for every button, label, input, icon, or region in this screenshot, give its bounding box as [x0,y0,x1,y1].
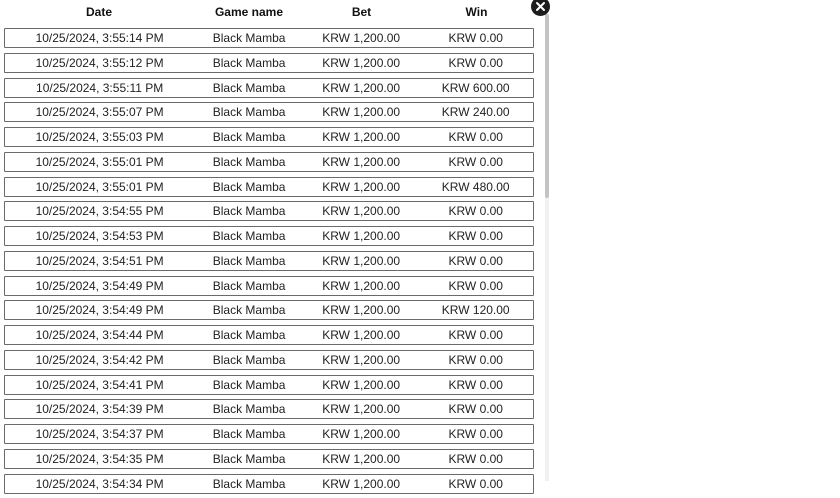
cell-win: KRW 0.00 [448,352,503,367]
cell-game-name: Black Mamba [212,229,286,243]
cell-bet: KRW 1,200.00 [322,476,401,491]
cell-bet: KRW 1,200.00 [322,204,401,219]
cell-win: KRW 0.00 [448,451,503,466]
table-row [4,350,534,370]
table-row [4,201,534,221]
table-row [4,177,534,197]
cell-date: 10/25/2024, 3:55:11 PM [36,80,164,95]
cell-win: KRW 0.00 [448,427,503,441]
scrollbar-thumb[interactable] [545,14,549,198]
cell-date: 10/25/2024, 3:54:41 PM [35,377,164,392]
cell-date: 10/25/2024, 3:54:35 PM [35,451,164,466]
cell-date: 10/25/2024, 3:55:01 PM [35,154,164,169]
table-header [4,0,534,24]
cell-win: KRW 0.00 [448,154,503,169]
cell-win: KRW 0.00 [448,328,503,342]
cell-date: 10/25/2024, 3:54:55 PM [35,204,164,219]
cell-date: 10/25/2024, 3:55:03 PM [35,130,164,144]
cell-win: KRW 0.00 [448,31,503,45]
cell-game-name: Black Mamba [212,55,286,70]
cell-date: 10/25/2024, 3:54:53 PM [35,229,164,243]
table-row [4,424,534,444]
cell-date: 10/25/2024, 3:54:49 PM [35,303,164,318]
table-row [4,449,534,469]
header-date: Date [85,5,112,19]
cell-bet: KRW 1,200.00 [322,55,401,70]
table-row [4,399,534,419]
table-row [4,53,534,73]
cell-bet: KRW 1,200.00 [322,328,401,342]
scrollbar[interactable] [545,14,549,481]
cell-date: 10/25/2024, 3:54:39 PM [35,402,164,417]
cell-game-name: Black Mamba [212,328,286,342]
cell-bet: KRW 1,200.00 [322,179,401,194]
cell-win: KRW 0.00 [448,278,503,293]
header-game-name: Game name [214,5,284,19]
cell-date: 10/25/2024, 3:54:42 PM [35,352,164,367]
cell-bet: KRW 1,200.00 [322,229,401,243]
cell-game-name: Black Mamba [212,352,286,367]
cell-game-name: Black Mamba [212,31,286,45]
table-row [4,251,534,271]
cell-game-name: Black Mamba [212,105,286,120]
cell-date: 10/25/2024, 3:55:14 PM [35,31,164,45]
table-row [4,375,534,395]
cell-win: KRW 0.00 [448,402,503,417]
cell-bet: KRW 1,200.00 [322,303,401,318]
cell-game-name: Black Mamba [212,80,286,95]
table-row [4,276,534,296]
table-row [4,28,534,48]
header-win: Win [465,5,488,19]
cell-bet: KRW 1,200.00 [322,278,401,293]
cell-bet: KRW 1,200.00 [322,154,401,169]
cell-win: KRW 0.00 [448,253,503,268]
cell-win: KRW 0.00 [448,55,503,70]
cell-bet: KRW 1,200.00 [322,451,401,466]
cell-date: 10/25/2024, 3:55:12 PM [35,55,164,70]
cell-win: KRW 0.00 [448,130,503,144]
cell-game-name: Black Mamba [212,476,286,491]
cell-win: KRW 0.00 [448,476,503,491]
cell-game-name: Black Mamba [212,377,286,392]
cell-game-name: Black Mamba [212,130,286,144]
cell-game-name: Black Mamba [212,451,286,466]
cell-game-name: Black Mamba [212,303,286,318]
cell-bet: KRW 1,200.00 [322,31,401,45]
header-bet: Bet [351,5,372,19]
table-row [4,325,534,345]
cell-date: 10/25/2024, 3:54:34 PM [35,476,164,491]
cell-bet: KRW 1,200.00 [322,352,401,367]
cell-bet: KRW 1,200.00 [322,377,401,392]
cell-game-name: Black Mamba [212,402,286,417]
close-icon [535,1,546,12]
cell-win: KRW 240.00 [441,105,510,120]
table-row [4,78,534,98]
cell-bet: KRW 1,200.00 [322,80,401,95]
cell-win: KRW 0.00 [448,229,503,243]
cell-game-name: Black Mamba [212,278,286,293]
cell-date: 10/25/2024, 3:54:37 PM [35,427,164,441]
cell-game-name: Black Mamba [212,204,286,219]
table-row [4,152,534,172]
cell-date: 10/25/2024, 3:55:07 PM [35,105,164,120]
cell-date: 10/25/2024, 3:55:01 PM [35,179,164,194]
table-row [4,127,534,147]
table-row [4,226,534,246]
cell-game-name: Black Mamba [212,253,286,268]
table-row [4,102,534,122]
cell-date: 10/25/2024, 3:54:49 PM [35,278,164,293]
cell-game-name: Black Mamba [212,427,286,441]
cell-win: KRW 480.00 [441,179,510,194]
cell-bet: KRW 1,200.00 [322,253,401,268]
cell-win: KRW 120.00 [441,303,510,318]
cell-game-name: Black Mamba [212,154,286,169]
cell-date: 10/25/2024, 3:54:44 PM [35,328,164,342]
history-table-body[interactable] [4,28,534,498]
table-row [4,474,534,494]
cell-bet: KRW 1,200.00 [322,427,401,441]
cell-win: KRW 0.00 [448,204,503,219]
table-row [4,300,534,320]
cell-bet: KRW 1,200.00 [322,130,401,144]
cell-bet: KRW 1,200.00 [322,402,401,417]
cell-game-name: Black Mamba [212,179,286,194]
cell-date: 10/25/2024, 3:54:51 PM [35,253,164,268]
cell-win: KRW 600.00 [441,80,510,95]
cell-win: KRW 0.00 [448,377,503,392]
cell-bet: KRW 1,200.00 [322,105,401,120]
